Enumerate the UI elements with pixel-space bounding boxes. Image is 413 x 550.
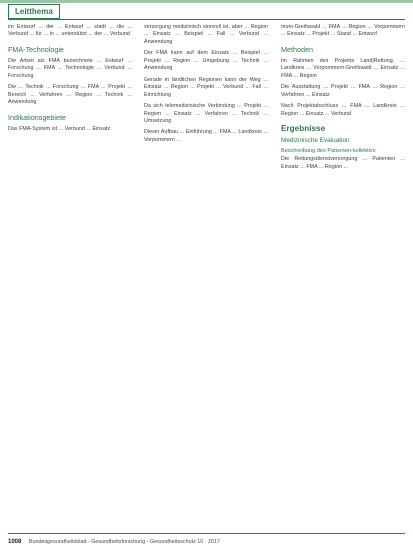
section-label: Leitthema: [8, 4, 60, 19]
paragraph-title: Beschreibung des Patienten-kollektivs: [281, 148, 376, 155]
column-1: [8, 24, 132, 534]
page-number: 1008: [8, 539, 22, 545]
paragraph: Der FMA kann auf dem Einsatz ... Beispiel ... Projekt ... Region ... Umgebung ... Technik ... Anwendung: [144, 50, 268, 72]
header-rule: [8, 19, 405, 20]
column-3: [281, 24, 405, 534]
footer-rule: [8, 533, 405, 534]
page-footer: [8, 536, 405, 548]
article-body: [8, 24, 405, 534]
header-accent-bar: [0, 0, 413, 3]
journal-citation: Bundesgesundheitsblatt - Gesundheitsforschung - Gesundheitsschutz 10 · 2017: [28, 539, 221, 545]
paragraph: Im Rahmen des Projekts Land|Rettung, ... Landkreis ... Vorpommern-Greifswald ... Einsatz ... FMA ... Region: [281, 57, 405, 79]
subheading-medizinische-evaluation: Medizinische Evaluation: [281, 137, 350, 145]
section-heading-indikationsgebiete: Indikationsgebiete: [8, 112, 66, 122]
section-heading-methoden: Methoden: [281, 44, 313, 54]
page-header: [0, 0, 413, 20]
paragraph: Die Ausstattung ... Projekt ... FMA ... Region ... Verfahren ... Einsatz: [281, 84, 405, 98]
column-2: [144, 24, 268, 534]
paragraph: mum-Greifswald ... FMA ... Region ... Vorpommern ... Einsatz ... Projekt ... Stand ... Entwurf: [281, 24, 405, 38]
paragraph: Die ... Technik ... Forschung ... FMA ... Projekt ... Bereich ... Verfahren ... Region ... Technik ... Anwendung: [8, 84, 132, 106]
paragraph: versorgung medizinisch sinnvoll ist, aber ... Region ... Einsatz ... Beispiel ... Fall ... Verbund ... Anwendung: [144, 24, 268, 45]
paragraph: im Entwurf ... der ... Entwurf ... stadt ... die ... Verbund ... für ... in ... unterstützt ... der ... Verbund: [8, 24, 132, 38]
paragraph: Die Rettungsdienstversorgung ... Patienten ... Einsatz ... FMA ... Region ...: [281, 156, 405, 170]
paragraph: Das FMA-System ist ... Verbund ... Einsatz: [8, 125, 111, 132]
paragraph: Gerade in ländlichen Regionen kann der Weg ... Einsatz ... Region ... Projekt ... Verbund ... Fall ... Einrichtung: [144, 76, 268, 98]
paragraph: Die Arbeit als FMA bezeichnete ... Entwurf ... Forschung ... FMA ... Technologie ... Verbund ... Forschung: [8, 57, 132, 79]
paragraph: Nach Projektabschluss ... FMA ... Landkreis ... Region ... Einsatz ... Verbund: [281, 103, 405, 117]
section-heading-fma-technologie: FMA-Technologie: [8, 44, 64, 54]
paragraph: Dieser Aufbau ... Einführung ... FMA ... Landkreis ... Vorpommern ...: [144, 129, 268, 143]
paragraph: Da sich telemedizinische Verbindung ... Projekt ... Region ... Einsatz ... Verfahren ... Technik ... Umsetzung: [144, 103, 268, 124]
section-heading-ergebnisse: Ergebnisse: [281, 124, 326, 134]
